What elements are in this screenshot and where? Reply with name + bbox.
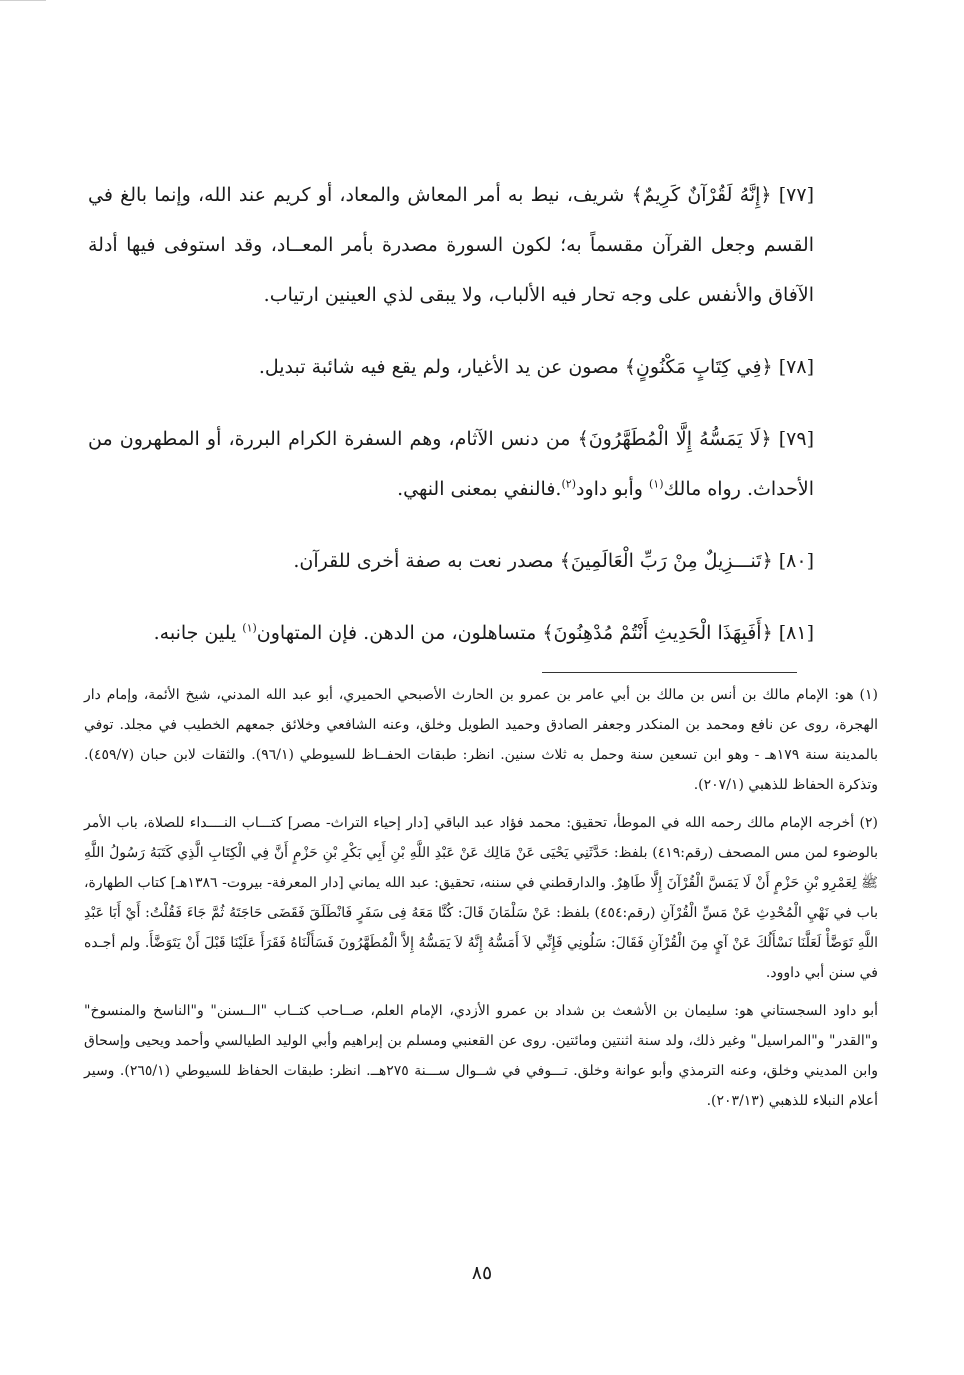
main-text	[88, 170, 874, 680]
footnote-ref-2: (٢)	[561, 477, 576, 491]
page-number: ٨٥	[471, 1262, 493, 1284]
footnote-2: (٢) أخرجه الإمام مالك رحمه الله في الموطأ، تحقيق: محمد فؤاد عبد الباقي [دار إحياء التراث- مصر] كتـــاب النــــداء للصلاة، باب الأمر بالوضوء لمن مس المصحف (رقم:٤١٩) بلفظ: حَدَّثَنِي يَحْيَى عَنْ مَالِك عَنْ عَبْدِ اللَّهِ بْنِ أَبِي بَكْرِ بْنِ حَزْمٍ أَنَّ فِي الْكِتَابِ الَّذِي كَتَبَهُ رَسُولُ اللَّهِ ﷺ لِعَمْرِو بْنِ حَزْمٍ أَنْ لَا يَمَسَّ الْقُرْآنَ إِلَّا طَاهِرٌ. والدارقطني في سننه، تحقيق: عبد الله يماني [دار المعرفة- بيروت- ١٣٨٦هـ] كتاب الطهارة، باب في نَهْيِ الْمُحْدِثِ عَنْ مَسِّ الْقُرْآنِ (رقم:٤٥٤) بلفظ: عَنْ سَلْمَانَ قَالَ: كُنَّا مَعَهُ فِى سَفَرٍ فَانْطَلَقَ فَقَضَى حَاجَتَهُ ثُمَّ جَاءَ فَقُلْتُ: أَيْ أَبَا عَبْدِ اللَّهِ تَوَضَّأْ لَعَلَّنَا نَسْأَلُكَ عَنْ آيٍ مِنَ الْقُرْآنِ فَقَالَ: سَلُونِي فَإِنِّي لاَ أَمَسُّهُ إِنَّهُ لاَ يَمَسُّهُ إِلاَّ الْمُطَهَّرُونَ فَسَأَلْنَاهُ فَقَرَأَ عَلَيْنَا قَبْلَ أَنْ يَتَوَضَّأَ. ولم أجـده في سنن أبي داوود.	[84, 815, 878, 981]
verse-78-commentary: [٧٨] ﴿فِي كِتَابٍ مَكْنُونٍ﴾ مصون عن يد الأغيار، ولم يقع فيه شائبة تبديل.	[258, 356, 814, 378]
footnote-1: (١) هو: الإمام مالك بن أنس بن مالك بن أبي عامر بن عمرو بن الحارث الأصبحي الحميري، أبو عبد الله المدني، شيخ الأئمة، وإمام دار الهجرة، روى عن نافع ومحمد بن المنكدر وجعفر الصادق وحميد الطويل وخلق، وعنه الشافعي وخلائق جمعهم الخطيب في مجلد. توفي بالمدينة سنة ١٧٩هـ - وهو ابن تسعين سنة وحمل به ثلاث سنين. انظر: طبقات الحفــاظ للسيوطي (٩٦/١). والثقات لابن حبان (٤٥٩/٧). وتذكرة الحفاظ للذهبي (٢٠٧/١).	[84, 687, 879, 793]
footnote-ref-1: (١)	[649, 477, 664, 491]
scan-edge-line	[0, 0, 46, 1]
verse-79-text-end: .فالنفي بمعنى النهي.	[397, 478, 562, 500]
footnote-ref-next-1: (١)	[242, 621, 257, 635]
verse-79-text-cont: وأبو داود	[575, 478, 649, 500]
verse-79-commentary	[88, 414, 874, 514]
verse-77-commentary: [٧٧] ﴿إِنَّهُ لَقُرْآنٌ كَرِيمٌ﴾ شريف، نيط به أمر المعاش والمعاد، أو كريم عند الله، وإنما بالغ في القسم وجعل القرآن مقسماً به؛ لكون السورة مصدرة بأمر المعــاد، وقد استوفى فيها أدلة الآفاق والأنفس على وجه تحار فيه الألباب، ولا يبقى لذي العينين ارتياب.	[88, 184, 814, 306]
verse-79-text: [٧٩] ﴿لَا يَمَسُّهُ إِلَّا الْمُطَهَّرُونَ﴾ من دنس الآثام، وهم السفرة الكرام البررة، أو المطهرون من الأحداث. رواه مالك	[88, 428, 814, 500]
footnote-divider	[542, 672, 797, 673]
footnotes	[84, 680, 878, 1124]
footnote-3: أبو داود السجستاني هو: سليمان بن الأشعث بن شداد بن عمرو الأزدي، الإمام العلم، صــاحب كتــاب "الــسنن" و"الناسخ والمنسوخ" و"القدر" و"المراسيل" وغير ذلك، ولد سنة اثنتين ومائتين. روى عن القعنبي ومسلم بن إبراهيم وأبي الوليد الطيالسي وأحمد ويحيى وإسحاق وابن المديني وخلق، وعنه الترمذي وأبو عوانة وخلق. تـــوفي في شــوال ســـنة ٢٧٥هــ. انظر: طبقات الحفاظ للسيوطي (٢٦٥/١). وسير أعلام النبلاء للذهبي (٢٠٣/١٣).	[84, 1003, 879, 1109]
verse-81-text-end: يلين جانبه.	[153, 622, 243, 644]
verse-81-commentary	[88, 608, 874, 658]
verse-81-text: [٨١] ﴿أَفَبِهَذَا الْحَدِيثِ أَنْتُمْ مُدْهِنُونَ﴾ متساهلون، من الدهن. فإن المتهاون	[256, 622, 814, 644]
verse-80-commentary: [٨٠] ﴿تَنـــزِيلٌ مِنْ رَبِّ الْعَالَمِينَ﴾ مصدر نعت به صفة أخرى للقرآن.	[293, 550, 814, 572]
